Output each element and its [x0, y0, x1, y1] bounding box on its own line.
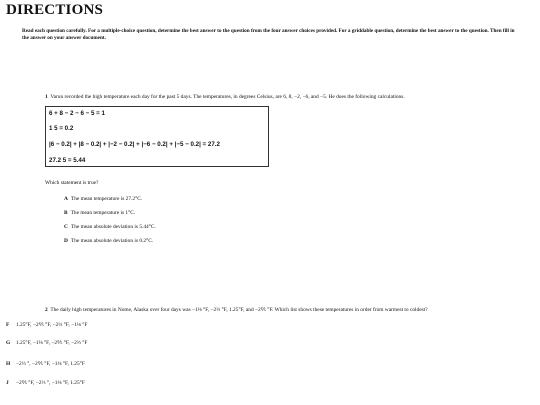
answer-option-j[interactable] — [6, 380, 85, 386]
calc-line: 6 + 8 − 2 − 6 − 5 = 1 — [49, 110, 105, 117]
calculation-box — [45, 106, 269, 167]
answer-option-f[interactable] — [6, 322, 87, 328]
option-letter: G — [6, 340, 11, 346]
option-text: The mean temperature is 27.2°C. — [70, 196, 143, 202]
question-stem: Which statement is true? — [45, 180, 99, 186]
question-text: Varun recorded the high temperature each day for the past 5 days. The temperatures, in degrees Celsius, are 6, 8, −2, −6, and −5. He does the following calculations. — [50, 94, 405, 100]
option-letter: C — [64, 224, 68, 230]
option-text: The mean absolute deviation is 0.2°C. — [70, 238, 154, 244]
question-2 — [45, 307, 428, 314]
page-title: DIRECTIONS — [6, 2, 104, 18]
option-letter: F — [6, 322, 10, 328]
option-text: The mean temperature is 1°C. — [70, 210, 136, 216]
question-number: 1 — [45, 94, 48, 100]
calc-line: 27.2 5 = 5.44 — [49, 157, 86, 164]
option-text: 1.25°F, −1⅛ °F, −2⅖ °F, −2⅔ °F — [16, 340, 88, 346]
option-text: The mean absolute deviation is 5.44°C. — [70, 224, 156, 230]
answer-option-c[interactable] — [64, 224, 156, 230]
calc-line: |6 − 0.2| + |8 − 0.2| + |−2 − 0.2| + |−6 − 0.2| + |−5 − 0.2| = 27.2 — [49, 141, 220, 148]
option-letter: H — [6, 361, 11, 367]
answer-option-b[interactable] — [64, 210, 135, 216]
question-text: The daily high temperatures in Nome, Alaska over four days was −1⅛ °F, −2⅔ °F, 1.25°F, and −2⅖ °F. Which list shows these temperatures in order from warmest to coldest? — [50, 307, 428, 313]
answer-option-h[interactable] — [6, 361, 85, 367]
answer-option-d[interactable] — [64, 238, 153, 244]
option-text: −2⅔ °, −2⅖ °F, −1⅛ °F, 1.25°F — [16, 361, 85, 367]
calc-line: 1 5 = 0.2 — [49, 125, 74, 132]
answer-option-a[interactable] — [64, 196, 142, 202]
option-text: −2⅖ °F, −2⅔ °, −1⅛ °F, 1.25°F — [16, 380, 85, 386]
answer-option-g[interactable] — [6, 340, 87, 346]
option-letter: B — [64, 210, 68, 216]
option-letter: A — [64, 196, 68, 202]
option-text: 1.25°F, −2⅖ °F, −2⅔ °F, −1⅛ °F — [16, 322, 88, 328]
directions-text: Read each question carefully. For a multiple-choice question, determine the best answer to the question from the four answer choices provided. For a griddable question, determine the best answer to the question. Then fill in the answer on your answer document. — [22, 28, 515, 41]
option-letter: D — [64, 238, 68, 244]
question-number: 2 — [45, 307, 48, 313]
option-letter: J — [6, 380, 9, 386]
question-1 — [45, 94, 405, 101]
